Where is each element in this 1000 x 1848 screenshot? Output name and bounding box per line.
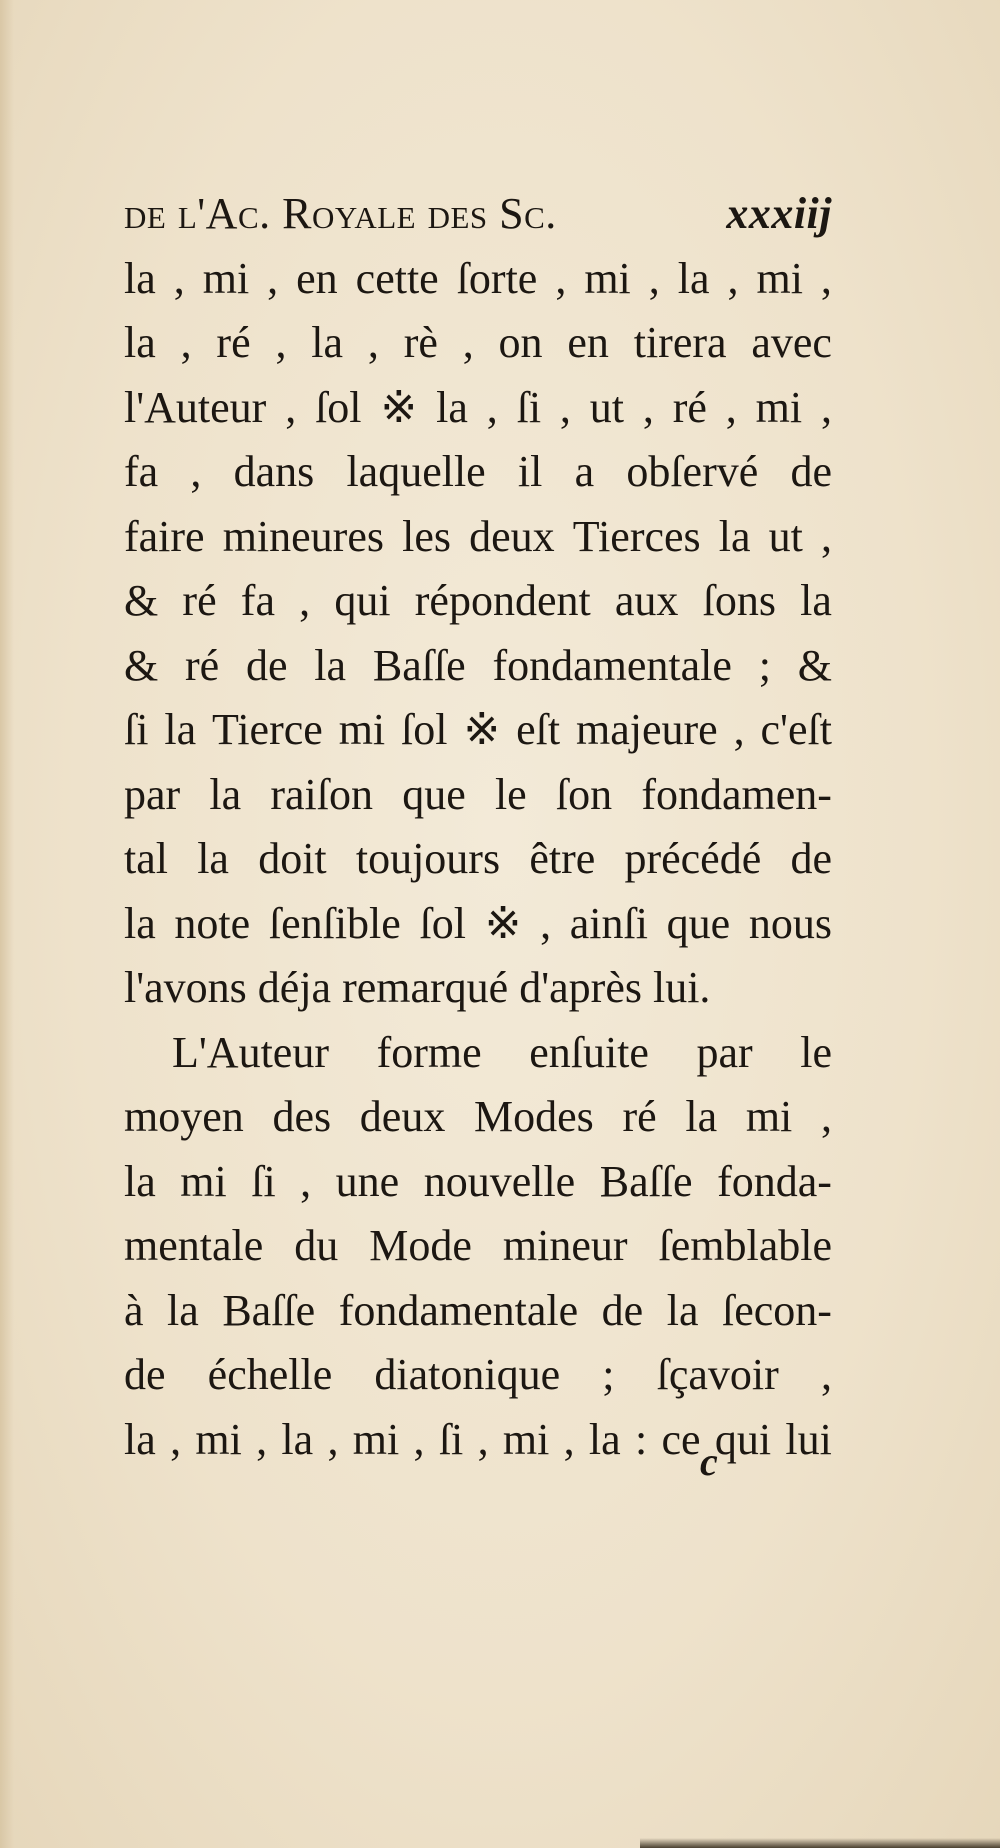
- text-line: fa , dans laquelle il a obſervé de: [124, 447, 832, 496]
- text-line: & ré fa , qui répondent aux ſons la: [124, 576, 832, 625]
- text-line: moyen des deux Modes ré la mi ,: [124, 1092, 832, 1141]
- text-line: faire mineures les deux Tierces la ut ,: [124, 511, 832, 561]
- text-line: mentale du Mode mineur ſemblable: [124, 1221, 832, 1270]
- text-line: l'avons déja remarqué d'après lui.: [124, 963, 711, 1012]
- text-line: à la Baſſe fondamentale de la ſecon-: [124, 1285, 832, 1335]
- text-line: & ré de la Baſſe fondamentale ; &: [124, 640, 832, 690]
- page-bottom-edge: [640, 1838, 1000, 1848]
- running-header: [124, 182, 832, 247]
- body-text: [124, 247, 832, 1473]
- text-line: de échelle diatonique ; ſçavoir ,: [124, 1350, 832, 1399]
- gutter-shadow: [0, 0, 14, 1848]
- text-line: L'Auteur forme enſuite par le: [172, 1027, 832, 1077]
- text-line: ſi la Tierce mi ſol ※ eſt majeure , c'eſt: [124, 705, 832, 754]
- signature-mark: c: [700, 1439, 718, 1484]
- text-line: la note ſenſible ſol ※ , ainſi que nous: [124, 898, 832, 948]
- text-line: tal la doit toujours être précédé de: [124, 834, 832, 883]
- text-line: la , ré , la , rè , on en tirera avec: [124, 318, 832, 367]
- text-line: la , mi , en cette ſorte , mi , la , mi ,: [124, 253, 832, 303]
- page-number: xxxiij: [726, 189, 832, 238]
- running-title: de l'Ac. Royale des Sc.: [124, 189, 557, 238]
- text-block: [124, 182, 832, 1472]
- text-line: la mi ſi , une nouvelle Baſſe fonda-: [124, 1156, 832, 1206]
- text-line: l'Auteur , ſol ※ la , ſi , ut , ré , mi ,: [124, 382, 832, 432]
- text-line: par la raiſon que le ſon fondamen-: [124, 769, 832, 819]
- text-line: la , mi , la , mi , ſi , mi , la : ce qui lui: [124, 1414, 832, 1464]
